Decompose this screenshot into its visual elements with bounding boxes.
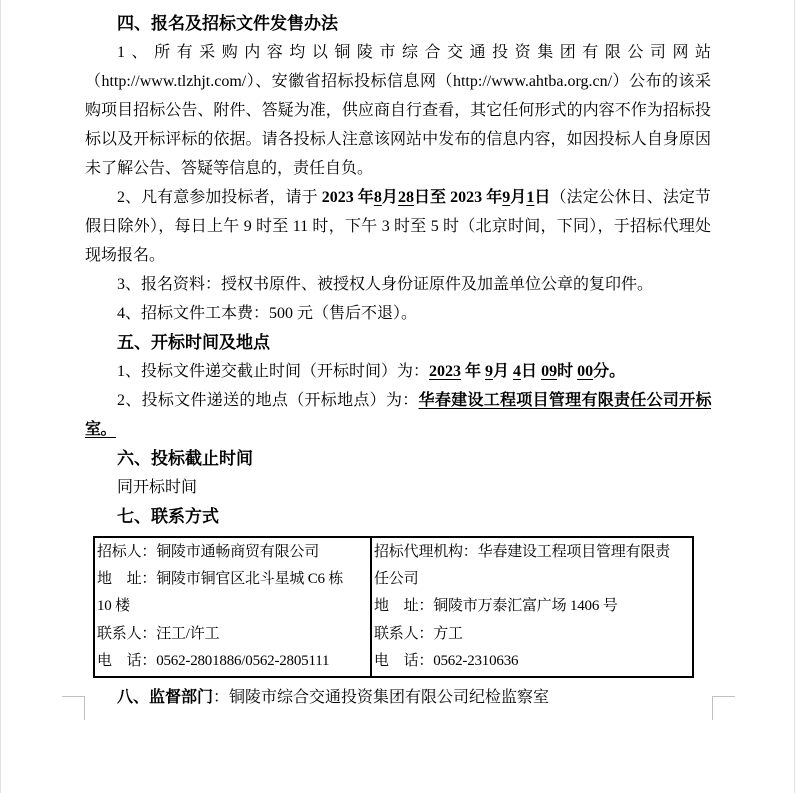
heading-section-7-run: 七、联系方式 xyxy=(117,507,219,526)
para-bid-delivery-place-run: 2、投标文件递送的地点（开标地点）为： xyxy=(117,392,419,409)
para-bid-deadline-time-run: 日 xyxy=(521,363,542,380)
para-document-fee-run: 4、招标文件工本费：500 元（售后不退）。 xyxy=(117,305,418,322)
para-bid-deadline-time-run: 09 xyxy=(541,363,558,380)
heading-section-7 xyxy=(85,502,711,531)
para-same-as-opening-run: 同开标时间 xyxy=(117,479,198,496)
bottom-left-margin-mark xyxy=(62,696,85,720)
heading-section-4-run: 四、报名及招标文件发售办法 xyxy=(117,14,338,33)
page-right-edge xyxy=(794,0,795,793)
para-bid-deadline-time-run: 年 xyxy=(461,363,486,380)
contact-table-cell-bidder-line: 地 址：铜陵市铜官区北斗星城 C6 栋 xyxy=(97,571,344,588)
contact-table-cell-agency-line: 任公司 xyxy=(374,571,419,588)
para-registration-time-run: 8 xyxy=(373,189,382,206)
contact-table-cell-agency xyxy=(371,537,693,677)
para-purchase-content-run: （http://www.ahtba.org.cn/） xyxy=(436,73,630,90)
para-registration-time-run: 1 xyxy=(526,189,535,206)
table-row xyxy=(94,537,693,677)
para-bid-deadline-time-run: 9 xyxy=(485,363,494,380)
para-bid-delivery-place xyxy=(85,386,711,444)
para-bid-deadline-time xyxy=(85,357,711,386)
para-registration-time-run: 2023 年 xyxy=(450,189,503,206)
para-registration-materials xyxy=(85,270,711,299)
para-same-as-opening xyxy=(85,473,711,502)
para-document-fee xyxy=(85,299,711,328)
para-registration-time-run: 月 xyxy=(381,189,398,206)
contact-table-cell-bidder-line: 招标人：铜陵市通畅商贸有限公司 xyxy=(97,544,320,560)
para-registration-time-run: 28 xyxy=(397,189,414,206)
contact-table-cell-agency-line: 电 话：0562-2310636 xyxy=(374,652,519,669)
para-bid-deadline-time-run: 月 xyxy=(493,363,514,380)
contact-table-cell-bidder-line: 联系人：汪工/许工 xyxy=(97,625,220,642)
para-bid-deadline-time-run: 分。 xyxy=(593,363,626,380)
para-registration-time xyxy=(85,183,711,270)
para-purchase-content xyxy=(85,38,711,183)
para-bid-deadline-time-run: 2023 xyxy=(429,363,462,380)
para-registration-time-run: 日 xyxy=(534,189,551,206)
para-bid-delivery-place-run: 华春建设工程项目管理有限责任公司开标室。 xyxy=(85,392,711,438)
page-left-edge xyxy=(0,0,1,793)
heading-section-5 xyxy=(85,328,711,357)
heading-section-6-run: 六、投标截止时间 xyxy=(117,449,253,468)
para-supervision-dept-run: ：铜陵市综合交通投资集团有限公司纪检监察室 xyxy=(213,689,550,707)
para-bid-deadline-time-run: 1、投标文件递交截止时间（开标时间）为： xyxy=(117,363,430,380)
para-registration-time-run: 月 xyxy=(510,189,527,206)
contact-table-cell-bidder-line: 电 话：0562-2801886/0562-2805111 xyxy=(97,652,330,669)
para-supervision-dept xyxy=(85,683,711,712)
para-registration-time-run: 9 xyxy=(502,189,511,206)
para-purchase-content-run: （http://www.tlzhjt.com/） xyxy=(85,73,256,90)
heading-section-4 xyxy=(85,9,711,38)
para-purchase-content-run: 1、所有采购内容均以铜陵市综合交通投资集团有限公司网站 xyxy=(117,44,711,61)
para-purchase-content-run: 公布的该采购项目招标公告、附件、答疑为准，供应商自行查看，其它任何形式的内容不作为招标投标以及开标评标的依据。请各投标人注意该网站中发布的信息内容，如因投标人自身原因未了解公告、答疑等信息的，责任自负。 xyxy=(85,73,711,177)
contact-table-cell-agency-line: 招标代理机构：华春建设工程项目管理有限责 xyxy=(374,544,671,560)
para-registration-materials-run: 3、报名资料：授权书原件、被授权人身份证原件及加盖单位公章的复印件。 xyxy=(117,276,654,293)
para-purchase-content-run: 、安徽省招标投标信息网 xyxy=(255,73,437,90)
bottom-right-margin-mark xyxy=(712,696,735,720)
document-page xyxy=(85,9,711,712)
para-registration-time-run: 2、凡有意参加投标者，请于 xyxy=(117,189,322,206)
para-registration-time-run: 2023 年 xyxy=(321,189,374,206)
para-bid-deadline-time-run: 4 xyxy=(513,363,522,380)
contact-table-cell-agency-line: 联系人：方工 xyxy=(374,625,463,642)
heading-section-5-run: 五、开标时间及地点 xyxy=(117,333,270,352)
para-supervision-dept-run: 八、监督部门 xyxy=(117,689,214,707)
para-bid-deadline-time-run: 00 xyxy=(577,363,594,380)
contact-table-cell-agency-line: 地 址：铜陵市万泰汇富广场 1406 号 xyxy=(374,598,618,615)
contact-table-cell-bidder xyxy=(94,537,371,677)
contact-table-cell-bidder-line: 10 楼 xyxy=(97,598,130,615)
contact-table xyxy=(93,536,694,678)
heading-section-6 xyxy=(85,444,711,473)
para-registration-time-run: （法定公休日、法定节假日除外），每日上午 9 时至 11 时，下午 3 时至 5 时（北京时间，下同），于招标代理处现场报名。 xyxy=(85,189,711,264)
para-registration-time-run: 日至 xyxy=(413,189,451,206)
para-bid-deadline-time-run: 时 xyxy=(557,363,578,380)
